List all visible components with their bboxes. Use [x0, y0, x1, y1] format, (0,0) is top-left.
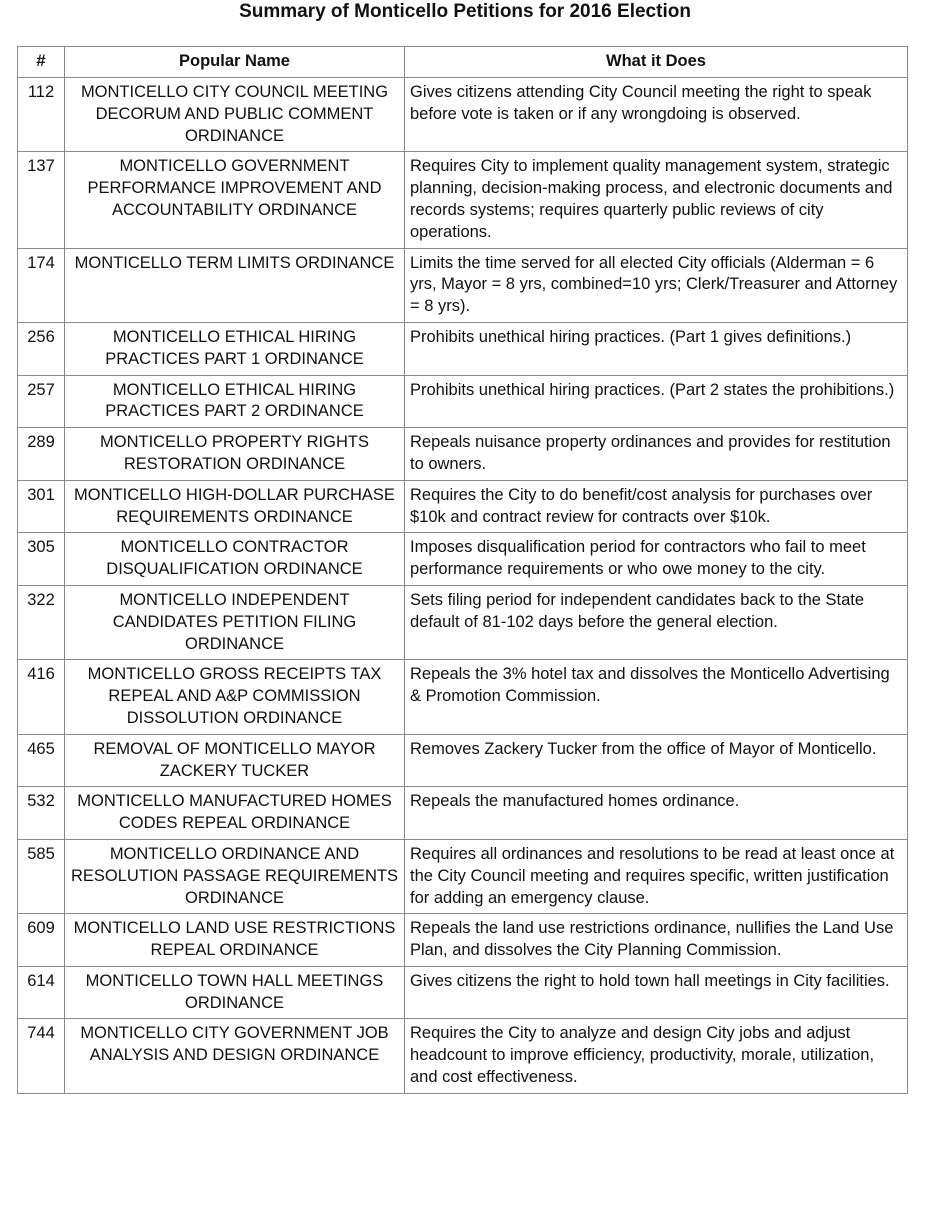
table-row	[18, 734, 908, 787]
popular-name-cell: MONTICELLO CITY COUNCIL MEETING DECORUM AND PUBLIC COMMENT ORDINANCE	[65, 78, 405, 152]
petition-number-cell: 137	[18, 152, 65, 248]
popular-name-cell: MONTICELLO ETHICAL HIRING PRACTICES PART 1 ORDINANCE	[65, 322, 405, 375]
what-it-does-cell: Gives citizens the right to hold town hall meetings in City facilities.	[405, 966, 908, 1019]
popular-name-cell: MONTICELLO HIGH-DOLLAR PURCHASE REQUIREMENTS ORDINANCE	[65, 480, 405, 533]
petition-number-cell: 256	[18, 322, 65, 375]
petition-number-cell: 585	[18, 839, 65, 913]
what-it-does-cell: Gives citizens attending City Council meeting the right to speak before vote is taken or if any wrongdoing is observed.	[405, 78, 908, 152]
petition-number-cell: 609	[18, 914, 65, 967]
header-number: #	[18, 47, 65, 78]
what-it-does-cell: Requires the City to do benefit/cost analysis for purchases over $10k and contract review for contracts over $10k.	[405, 480, 908, 533]
popular-name-cell: MONTICELLO ORDINANCE AND RESOLUTION PASSAGE REQUIREMENTS ORDINANCE	[65, 839, 405, 913]
petition-number-cell: 416	[18, 660, 65, 734]
petition-number-cell: 305	[18, 533, 65, 586]
header-popular-name: Popular Name	[65, 47, 405, 78]
petitions-table	[17, 46, 908, 1094]
petition-number-cell: 289	[18, 428, 65, 481]
petition-number-cell: 322	[18, 585, 65, 659]
what-it-does-cell: Prohibits unethical hiring practices. (Part 2 states the prohibitions.)	[405, 375, 908, 428]
document-title: Summary of Monticello Petitions for 2016 Election	[239, 1, 691, 22]
table-row	[18, 660, 908, 734]
table-row	[18, 428, 908, 481]
popular-name-cell: MONTICELLO MANUFACTURED HOMES CODES REPEAL ORDINANCE	[65, 787, 405, 840]
table-row	[18, 966, 908, 1019]
petition-number-cell: 257	[18, 375, 65, 428]
petition-number-cell: 614	[18, 966, 65, 1019]
popular-name-cell: MONTICELLO GOVERNMENT PERFORMANCE IMPROVEMENT AND ACCOUNTABILITY ORDINANCE	[65, 152, 405, 248]
what-it-does-cell: Repeals the land use restrictions ordinance, nullifies the Land Use Plan, and dissolves the City Planning Commission.	[405, 914, 908, 967]
what-it-does-cell: Repeals nuisance property ordinances and provides for restitution to owners.	[405, 428, 908, 481]
popular-name-cell: MONTICELLO PROPERTY RIGHTS RESTORATION ORDINANCE	[65, 428, 405, 481]
table-row	[18, 78, 908, 152]
what-it-does-cell: Repeals the 3% hotel tax and dissolves the Monticello Advertising & Promotion Commission.	[405, 660, 908, 734]
petition-number-cell: 174	[18, 248, 65, 322]
what-it-does-cell: Imposes disqualification period for contractors who fail to meet performance requirements or who owe money to the city.	[405, 533, 908, 586]
what-it-does-cell: Removes Zackery Tucker from the office of Mayor of Monticello.	[405, 734, 908, 787]
table-row	[18, 839, 908, 913]
table-row	[18, 1019, 908, 1093]
what-it-does-cell: Requires all ordinances and resolutions to be read at least once at the City Council meeting and requires specific, written justification for adding an emergency clause.	[405, 839, 908, 913]
popular-name-cell: MONTICELLO GROSS RECEIPTS TAX REPEAL AND A&P COMMISSION DISSOLUTION ORDINANCE	[65, 660, 405, 734]
header-what-it-does: What it Does	[405, 47, 908, 78]
petition-number-cell: 744	[18, 1019, 65, 1093]
petition-number-cell: 532	[18, 787, 65, 840]
popular-name-cell: MONTICELLO LAND USE RESTRICTIONS REPEAL ORDINANCE	[65, 914, 405, 967]
what-it-does-cell: Prohibits unethical hiring practices. (Part 1 gives definitions.)	[405, 322, 908, 375]
table-row	[18, 533, 908, 586]
popular-name-cell: MONTICELLO CONTRACTOR DISQUALIFICATION ORDINANCE	[65, 533, 405, 586]
petition-number-cell: 301	[18, 480, 65, 533]
popular-name-cell: MONTICELLO INDEPENDENT CANDIDATES PETITION FILING ORDINANCE	[65, 585, 405, 659]
popular-name-cell: MONTICELLO TOWN HALL MEETINGS ORDINANCE	[65, 966, 405, 1019]
table-row	[18, 375, 908, 428]
popular-name-cell: REMOVAL OF MONTICELLO MAYOR ZACKERY TUCKER	[65, 734, 405, 787]
popular-name-cell: MONTICELLO CITY GOVERNMENT JOB ANALYSIS AND DESIGN ORDINANCE	[65, 1019, 405, 1093]
table-row	[18, 322, 908, 375]
table-row	[18, 152, 908, 248]
what-it-does-cell: Requires the City to analyze and design City jobs and adjust headcount to improve efficiency, productivity, morale, utilization, and cost effectiveness.	[405, 1019, 908, 1093]
table-row	[18, 787, 908, 840]
what-it-does-cell: Limits the time served for all elected City officials (Alderman = 6 yrs, Mayor = 8 yrs, combined=10 yrs; Clerk/Treasurer and Attorney = 8 yrs).	[405, 248, 908, 322]
petition-number-cell: 112	[18, 78, 65, 152]
popular-name-cell: MONTICELLO TERM LIMITS ORDINANCE	[65, 248, 405, 322]
table-row	[18, 914, 908, 967]
table-row	[18, 480, 908, 533]
what-it-does-cell: Requires City to implement quality management system, strategic planning, decision-making process, and electronic documents and records systems; requires quarterly public reviews of city operations.	[405, 152, 908, 248]
table-row	[18, 585, 908, 659]
table-header-row	[18, 47, 908, 78]
what-it-does-cell: Repeals the manufactured homes ordinance.	[405, 787, 908, 840]
petition-number-cell: 465	[18, 734, 65, 787]
what-it-does-cell: Sets filing period for independent candidates back to the State default of 81-102 days before the general election.	[405, 585, 908, 659]
popular-name-cell: MONTICELLO ETHICAL HIRING PRACTICES PART 2 ORDINANCE	[65, 375, 405, 428]
table-row	[18, 248, 908, 322]
